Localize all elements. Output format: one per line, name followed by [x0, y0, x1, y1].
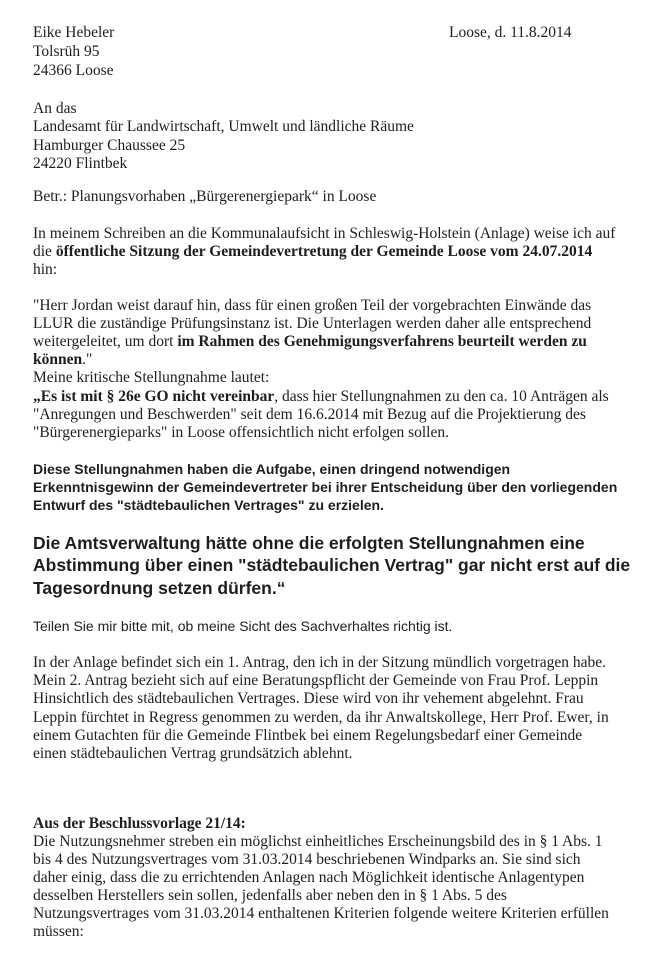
quote-line-1: "Herr Jordan weist darauf hin, dass für einen großen Teil der vorgebrachten Einwände das: [33, 297, 592, 314]
emphasis-line-1: Die Amtsverwaltung hätte ohne die erfolgten Stellungnahmen eine: [33, 533, 585, 553]
bold-block-line-3: Entwurf des "städtebaulichen Vertrages" zu erzielen.: [33, 497, 384, 513]
quote-line-4: [33, 351, 92, 369]
para1-line-2-text: die: [33, 243, 56, 260]
para2-line-4: Leppin fürchtet in Regress genommen zu werden, da ihr Anwaltskollege, Herr Prof. Ewer, in: [33, 709, 609, 726]
stance-line-4: "Bürgerenergieparks" in Loose offensichtlich nicht erfolgen sollen.: [33, 424, 449, 441]
stance-line-2: [33, 388, 609, 406]
excerpt-line-1: Die Nutzungsnehmer streben ein möglichst einheitliches Erscheinungsbild des in § 1 Abs. 1: [33, 833, 603, 850]
sender-city: 24366 Loose: [33, 62, 114, 79]
stance-line-1: Meine kritische Stellungnahme lautet:: [33, 369, 270, 386]
para2-line-5: einem Gutachten für die Gemeinde Flintbek bei einem Regelungsbedarf einer Gemeinde: [33, 727, 583, 744]
para1-line-1: In meinem Schreiben an die Kommunalaufsicht in Schleswig-Holstein (Anlage) weise ich auf: [33, 225, 616, 242]
excerpt-line-5: Nutzungsvertrages vom 31.03.2014 enthaltenen Kriterien folgende weitere Kriterien erfüllen: [33, 905, 609, 922]
emphasis-line-2: Abstimmung über einen "städtebaulichen Vertrag" gar nicht erst auf die: [33, 555, 631, 575]
quote-line-3: [33, 333, 587, 351]
excerpt-line-4: desselben Herstellers sein sollen, jedenfalls aber neben den in § 1 Abs. 5 des: [33, 887, 507, 904]
para2-line-2: Mein 2. Antrag bezieht sich auf eine Beratungspflicht der Gemeinde von Frau Prof. Leppin: [33, 672, 599, 689]
stance-line-2-bold: „Es ist mit § 26e GO nicht vereinbar: [33, 388, 275, 405]
recipient-line-4: 24220 Flintbek: [33, 155, 128, 172]
quote-line-3-text: weitergeleitet, um dort: [33, 333, 178, 350]
sender-name: Eike Hebeler: [33, 24, 115, 41]
request-line: Teilen Sie mir bitte mit, ob meine Sicht des Sachverhaltes richtig ist.: [33, 618, 453, 634]
quote-line-3-bold: im Rahmen des Genehmigungsverfahrens beurteilt werden zu: [177, 333, 587, 350]
excerpt-heading: Aus der Beschlussvorlage 21/14:: [33, 815, 246, 832]
excerpt-line-2: bis 4 des Nutzungsvertrages vom 31.03.2014 beschriebenen Windparks an. Sie sind sich: [33, 851, 581, 868]
quote-line-4-text: .": [82, 351, 93, 368]
para1-line-2-bold: öffentliche Sitzung der Gemeindevertretung der Gemeinde Loose vom 24.07.2014: [55, 243, 593, 260]
recipient-line-3: Hamburger Chaussee 25: [33, 137, 186, 154]
subject-line: Betr.: Planungsvorhaben „Bürgerenergiepark“ in Loose: [33, 188, 377, 205]
para2-line-1: In der Anlage befindet sich ein 1. Antrag, den ich in der Sitzung mündlich vorgetragen habe.: [33, 654, 607, 671]
recipient-line-2: Landesamt für Landwirtschaft, Umwelt und ländliche Räume: [33, 118, 414, 135]
bold-block-line-2: Erkenntnisgewinn der Gemeindevertreter bei ihrer Entscheidung über den vorliegenden: [33, 479, 618, 495]
date-line: Loose, d. 11.8.2014: [449, 24, 572, 41]
quote-line-4-bold: können: [33, 351, 83, 368]
quote-line-2: LLUR die zuständige Prüfungsinstanz ist. Die Unterlagen werden daher alle entsprechend: [33, 315, 592, 332]
para2-line-3: Hinsichtlich des städtebaulichen Vertrages. Diese wird von ihr vehement abgelehnt. Frau: [33, 690, 584, 707]
emphasis-line-3: Tagesordnung setzen dürfen.“: [33, 578, 286, 598]
stance-line-3: "Anregungen und Beschwerden" seit dem 16.6.2014 mit Bezug auf die Projektierung des: [33, 406, 586, 423]
para1-line-2: [33, 243, 592, 261]
stance-line-2-text: , dass hier Stellungnahmen zu den ca. 10 Anträgen als: [274, 388, 609, 405]
sender-street: Tolsrüh 95: [33, 43, 100, 60]
bold-block-line-1: Diese Stellungnahmen haben die Aufgabe, einen dringend notwendigen: [33, 461, 511, 477]
para1-line-3: hin:: [33, 261, 58, 278]
recipient-line-1: An das: [33, 100, 77, 117]
excerpt-line-6: müssen:: [33, 923, 84, 940]
excerpt-line-3: daher einig, dass die zu errichtenden Anlagen nach Möglichkeit identische Anlagentypen: [33, 869, 585, 886]
para2-line-6: einen städtebaulichen Vertrag grundsätzich ablehnt.: [33, 745, 353, 762]
